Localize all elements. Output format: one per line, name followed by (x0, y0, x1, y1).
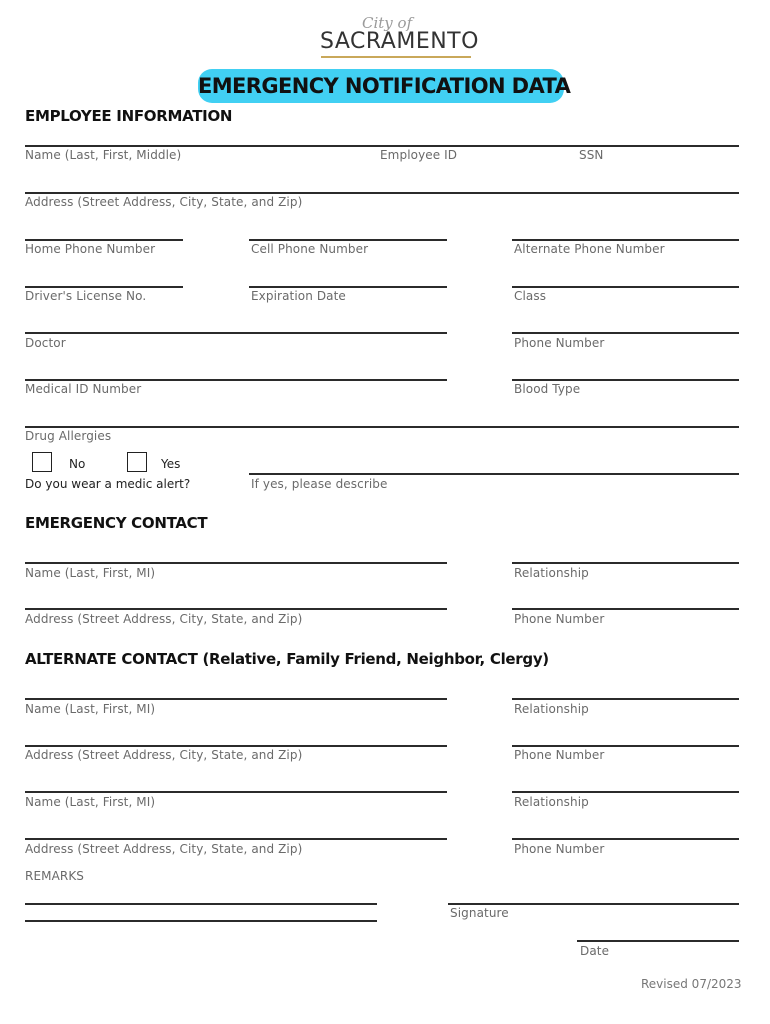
medical-id-field[interactable] (25, 379, 447, 381)
signature-field[interactable] (448, 903, 739, 905)
home-phone-label: Home Phone Number (25, 242, 156, 256)
emergency-name-field[interactable] (25, 562, 447, 564)
remarks-label: REMARKS (25, 869, 85, 883)
alternate-contact-heading: ALTERNATE CONTACT (Relative, Family Friend, Neighbor, Clergy) (25, 650, 549, 668)
drug-allergies-label: Drug Allergies (25, 429, 112, 443)
doctor-phone-field[interactable] (512, 332, 739, 334)
alt2-relationship-label: Relationship (514, 795, 589, 809)
emergency-address-field[interactable] (25, 608, 447, 610)
logo-sacramento: SACRAMENTO (320, 29, 479, 54)
page-title: EMERGENCY NOTIFICATION DATA (198, 74, 571, 98)
alt2-relationship-field[interactable] (512, 791, 739, 793)
employee-address-field[interactable] (25, 192, 739, 194)
expiration-label: Expiration Date (251, 289, 346, 303)
alt2-phone-label: Phone Number (514, 842, 605, 856)
alt-phone-label: Alternate Phone Number (514, 242, 665, 256)
name-id-ssn-field[interactable] (25, 145, 739, 147)
blood-type-label: Blood Type (514, 382, 581, 396)
emergency-contact-heading: EMERGENCY CONTACT (25, 514, 208, 532)
employee-name-label: Name (Last, First, Middle) (25, 148, 182, 162)
blood-type-field[interactable] (512, 379, 739, 381)
alt1-phone-field[interactable] (512, 745, 739, 747)
medic-alert-yes-checkbox[interactable] (127, 452, 147, 472)
emergency-relationship-label: Relationship (514, 566, 589, 580)
emergency-phone-field[interactable] (512, 608, 739, 610)
doctor-phone-label: Phone Number (514, 336, 605, 350)
class-label: Class (514, 289, 547, 303)
license-label: Driver's License No. (25, 289, 147, 303)
medic-alert-question: Do you wear a medic alert? (25, 477, 191, 491)
medic-alert-no-label: No (69, 457, 86, 471)
revised-date: Revised 07/2023 (641, 977, 742, 991)
alt1-name-field[interactable] (25, 698, 447, 700)
emergency-name-label: Name (Last, First, MI) (25, 566, 156, 580)
home-phone-field[interactable] (25, 239, 183, 241)
alt1-relationship-field[interactable] (512, 698, 739, 700)
remarks-line-2[interactable] (25, 920, 377, 922)
medical-id-label: Medical ID Number (25, 382, 142, 396)
medic-alert-no-checkbox[interactable] (32, 452, 52, 472)
alt1-relationship-label: Relationship (514, 702, 589, 716)
employee-section-heading: EMPLOYEE INFORMATION (25, 107, 233, 125)
logo-city-of: City of (362, 14, 413, 32)
alt1-name-label: Name (Last, First, MI) (25, 702, 156, 716)
emergency-phone-label: Phone Number (514, 612, 605, 626)
alt1-address-field[interactable] (25, 745, 447, 747)
alt2-address-field[interactable] (25, 838, 447, 840)
employee-id-label: Employee ID (380, 148, 458, 162)
emergency-address-label: Address (Street Address, City, State, and Zip) (25, 612, 303, 626)
date-label: Date (580, 944, 610, 958)
emergency-relationship-field[interactable] (512, 562, 739, 564)
employee-address-label: Address (Street Address, City, State, and Zip) (25, 195, 303, 209)
remarks-line-1[interactable] (25, 903, 377, 905)
cell-phone-field[interactable] (249, 239, 447, 241)
drug-allergies-field[interactable] (25, 426, 739, 428)
alt-phone-field[interactable] (512, 239, 739, 241)
alt1-phone-label: Phone Number (514, 748, 605, 762)
expiration-field[interactable] (249, 286, 447, 288)
alt2-address-label: Address (Street Address, City, State, and Zip) (25, 842, 303, 856)
signature-label: Signature (450, 906, 509, 920)
alt2-phone-field[interactable] (512, 838, 739, 840)
alt1-address-label: Address (Street Address, City, State, and Zip) (25, 748, 303, 762)
doctor-field[interactable] (25, 332, 447, 334)
logo-underline (321, 56, 471, 58)
medic-alert-describe-field[interactable] (249, 473, 739, 475)
medic-alert-yes-label: Yes (161, 457, 181, 471)
ssn-label: SSN (579, 148, 604, 162)
alt2-name-label: Name (Last, First, MI) (25, 795, 156, 809)
doctor-label: Doctor (25, 336, 66, 350)
license-field[interactable] (25, 286, 183, 288)
medic-alert-describe-label: If yes, please describe (251, 477, 388, 491)
alt2-name-field[interactable] (25, 791, 447, 793)
class-field[interactable] (512, 286, 739, 288)
cell-phone-label: Cell Phone Number (251, 242, 369, 256)
date-field[interactable] (577, 940, 739, 942)
